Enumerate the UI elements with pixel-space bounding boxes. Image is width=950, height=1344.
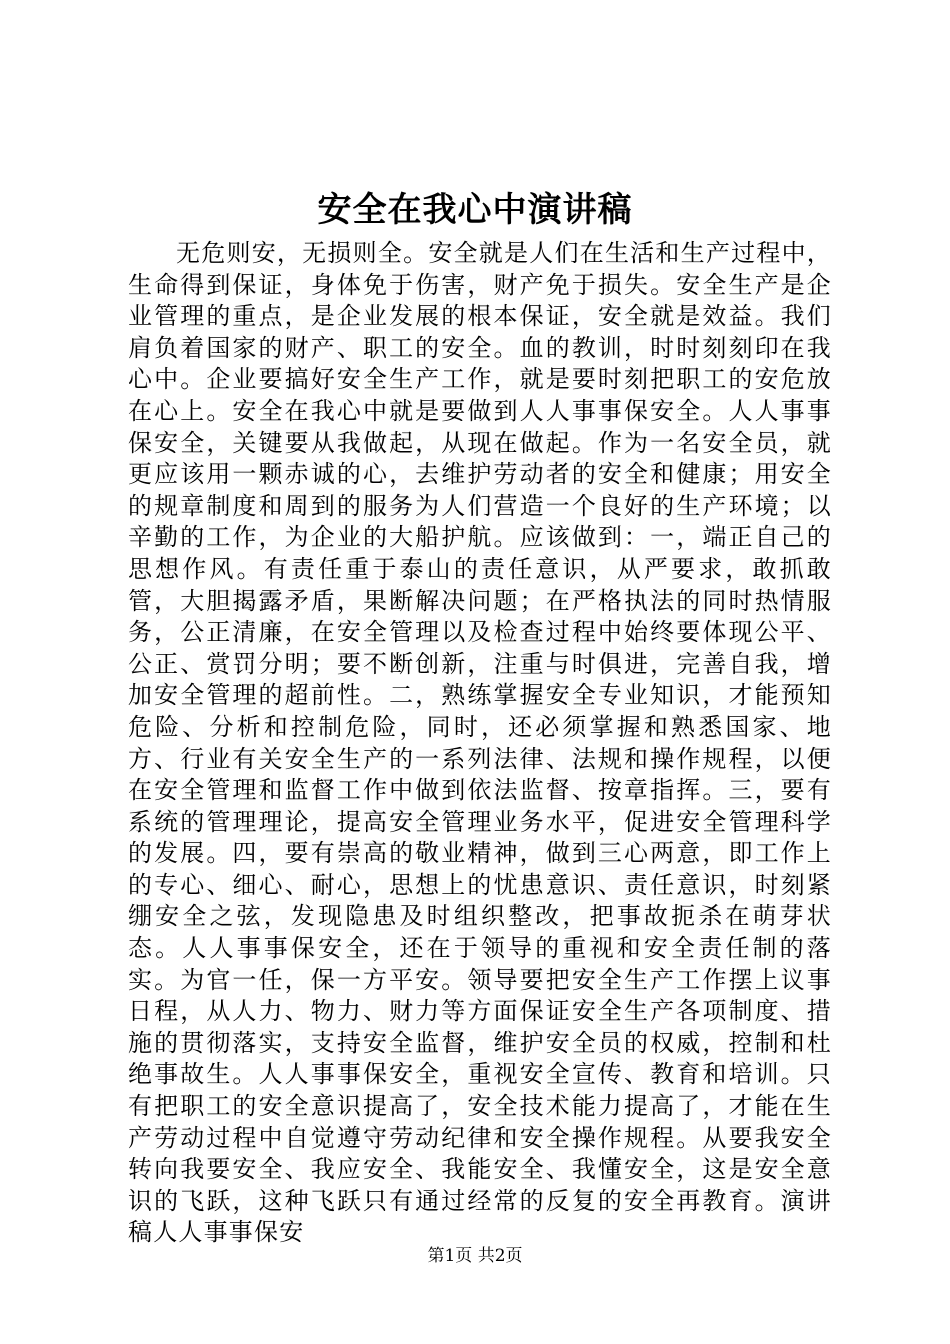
page-number-footer: 第1页 共2页	[427, 1246, 523, 1266]
document-body: 无危则安，无损则全。安全就是人们在生活和生产过程中，生命得到保证，身体免于伤害，财产免于损失。安全生产是企业管理的重点，是企业发展的根本保证，安全就是效益。我们肩负着国家的财产、职工的安全。血的教训，时时刻刻印在我心中。企业要搞好安全生产工作，就是要时刻把职工的安危放在心上。安全在我心中就是要做到人人事事保安全。人人事事保安全，关键要从我做起，从现在做起。作为一名安全员，就更应该用一颗赤诚的心，去维护劳动者的安全和健康；用安全的规章制度和周到的服务为人们营造一个良好的生产环境；以辛勤的工作，为企业的大船护航。应该做到：一，端正自己的思想作风。有责任重于泰山的责任意识，从严要求，敢抓敢管，大胆揭露矛盾，果断解决问题；在严格执法的同时热情服务，公正清廉，在安全管理以及检查过程中始终要体现公平、公正、赏罚分明；要不断创新，注重与时俱进，完善自我，增加安全管理的超前性。二，熟练掌握安全专业知识，才能预知危险、分析和控制危险，同时，还必须掌握和熟悉国家、地方、行业有关安全生产的一系列法律、法规和操作规程，以便在安全管理和监督工作中做到依法监督、按章指挥。三，要有系统的管理理论，提高安全管理业务水平，促进安全管理科学的发展。四，要有崇高的敬业精神，做到三心两意，即工作上的专心、细心、耐心，思想上的忧患意识、责任意识，时刻紧绷安全之弦，发现隐患及时组织整改，把事故扼杀在萌芽状态。人人事事保安全，还在于领导的重视和安全责任制的落实。为官一任，保一方平安。领导要把安全生产工作摆上议事日程，从人力、物力、财力等方面保证安全生产各项制度、措施的贯彻落实，支持安全监督，维护安全员的权威，控制和杜绝事故生。人人事事保安全，重视安全宣传、教育和培训。只有把职工的安全意识提高了，安全技术能力提高了，才能在生产劳动过程中自觉遵守劳动纪律和安全操作规程。从要我安全转向我要安全、我应安全、我能安全、我懂安全，这是安全意识的飞跃，这种飞跃只有通过经常的反复的安全再教育。演讲稿人人事事保安	[128, 239, 832, 1247]
document-title: 安全在我心中演讲稿	[317, 190, 633, 230]
